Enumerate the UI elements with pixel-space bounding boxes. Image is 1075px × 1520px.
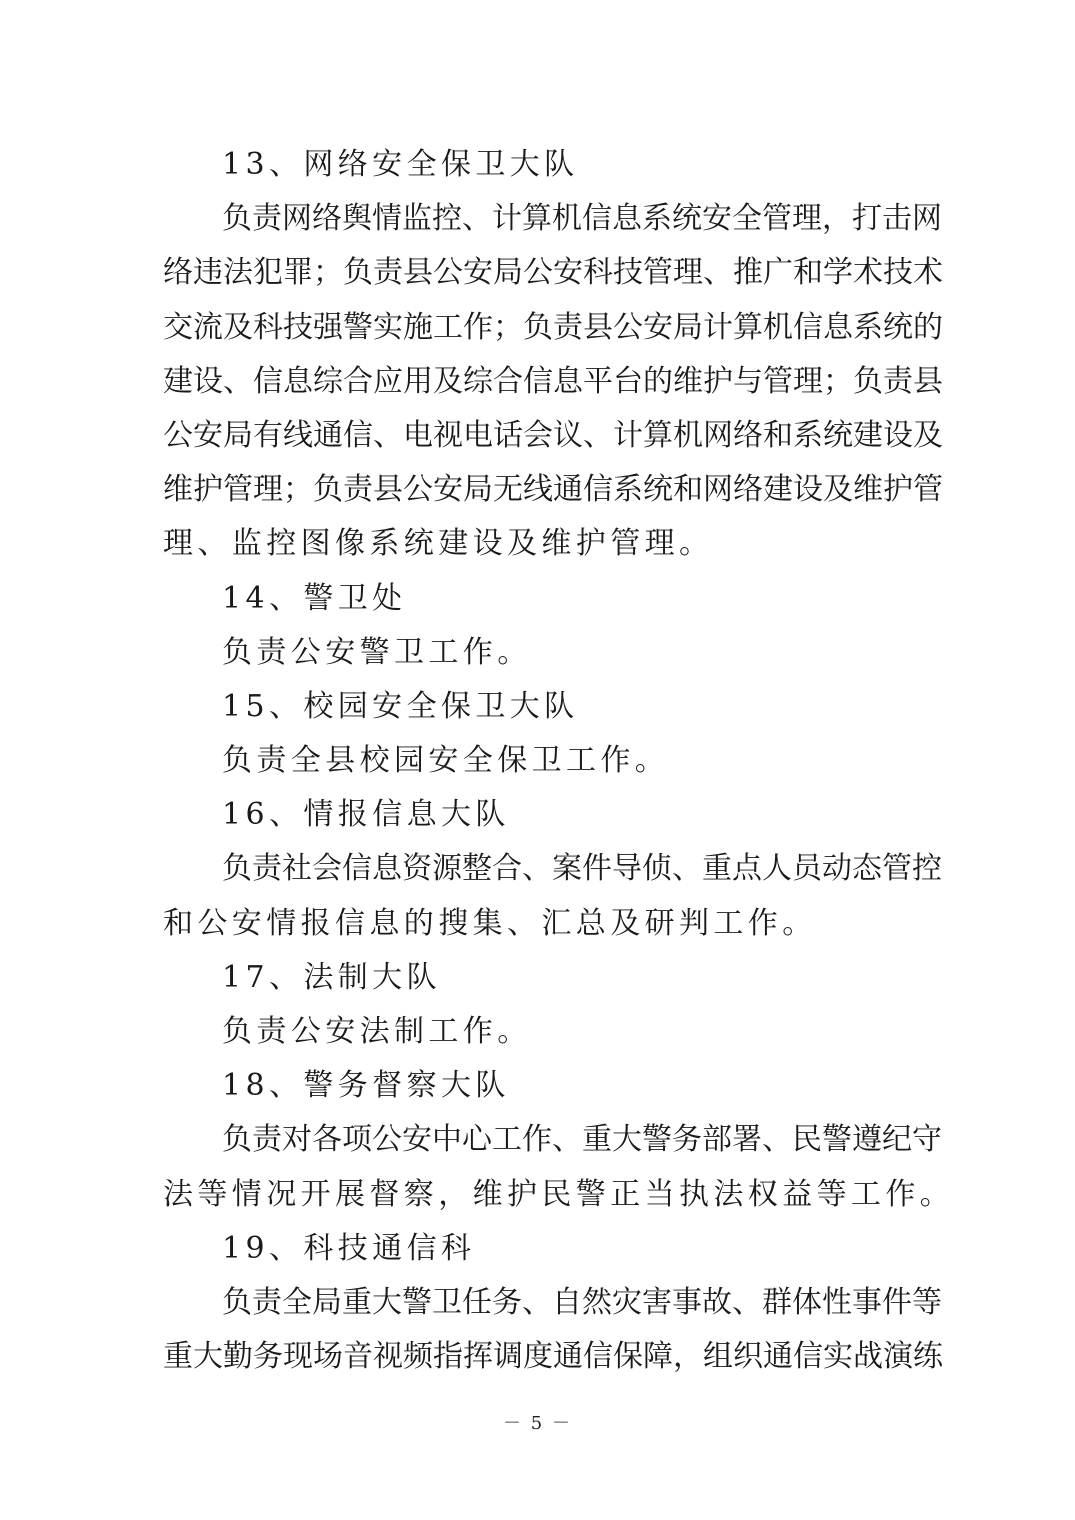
text-line: 负责社会信息资源整合、案件导侦、重点人员动态管控: [222, 851, 942, 887]
text-line: 18、警务督察大队: [222, 1068, 510, 1104]
text-line: 重大勤务现场音视频指挥调度通信保障，组织通信实战演练: [163, 1339, 943, 1375]
text-line: 15、校园安全保卫大队: [222, 688, 579, 724]
text-line: 负责全局重大警卫任务、自然灾害事故、群体性事件等: [222, 1284, 942, 1320]
text-line: 负责公安法制工作。: [222, 1014, 532, 1049]
text-line: 法等情况开展督察，维护民警正当执法权益等工作。: [163, 1176, 955, 1212]
text-line: 交流及科技强警实施工作；负责县公安局计算机信息系统的: [163, 309, 943, 345]
text-line: 维护管理；负责县公安局无线通信系统和网络建设及维护管: [163, 472, 943, 508]
page-number: － 5 －: [503, 1413, 572, 1434]
text-line: 负责公安警卫工作。: [222, 634, 532, 670]
text-line: 理、监控图像系统建设及维护管理。: [163, 526, 714, 562]
document-body: [163, 138, 955, 1384]
text-line: 13、网络安全保卫大队: [222, 147, 579, 182]
text-line: 19、科技通信科: [222, 1230, 476, 1266]
text-line: 建设、信息综合应用及综合信息平台的维护与管理；负责县: [163, 363, 943, 399]
text-line: 16、情报信息大队: [222, 797, 510, 833]
text-line: 负责对各项公安中心工作、重大警务部署、民警遵纪守: [222, 1122, 942, 1158]
text-line: 负责网络舆情监控、计算机信息系统安全管理，打击网: [222, 201, 942, 237]
text-line: 络违法犯罪；负责县公安局公安科技管理、推广和学术技术: [163, 255, 943, 291]
text-line: 和公安情报信息的搜集、汇总及研判工作。: [163, 905, 817, 941]
text-line: 14、警卫处: [222, 580, 407, 616]
text-line: 17、法制大队: [222, 959, 441, 995]
text-line: 公安局有线通信、电视电话会议、计算机网络和系统建设及: [163, 417, 943, 453]
text-line: 负责全县校园安全保卫工作。: [222, 743, 670, 779]
